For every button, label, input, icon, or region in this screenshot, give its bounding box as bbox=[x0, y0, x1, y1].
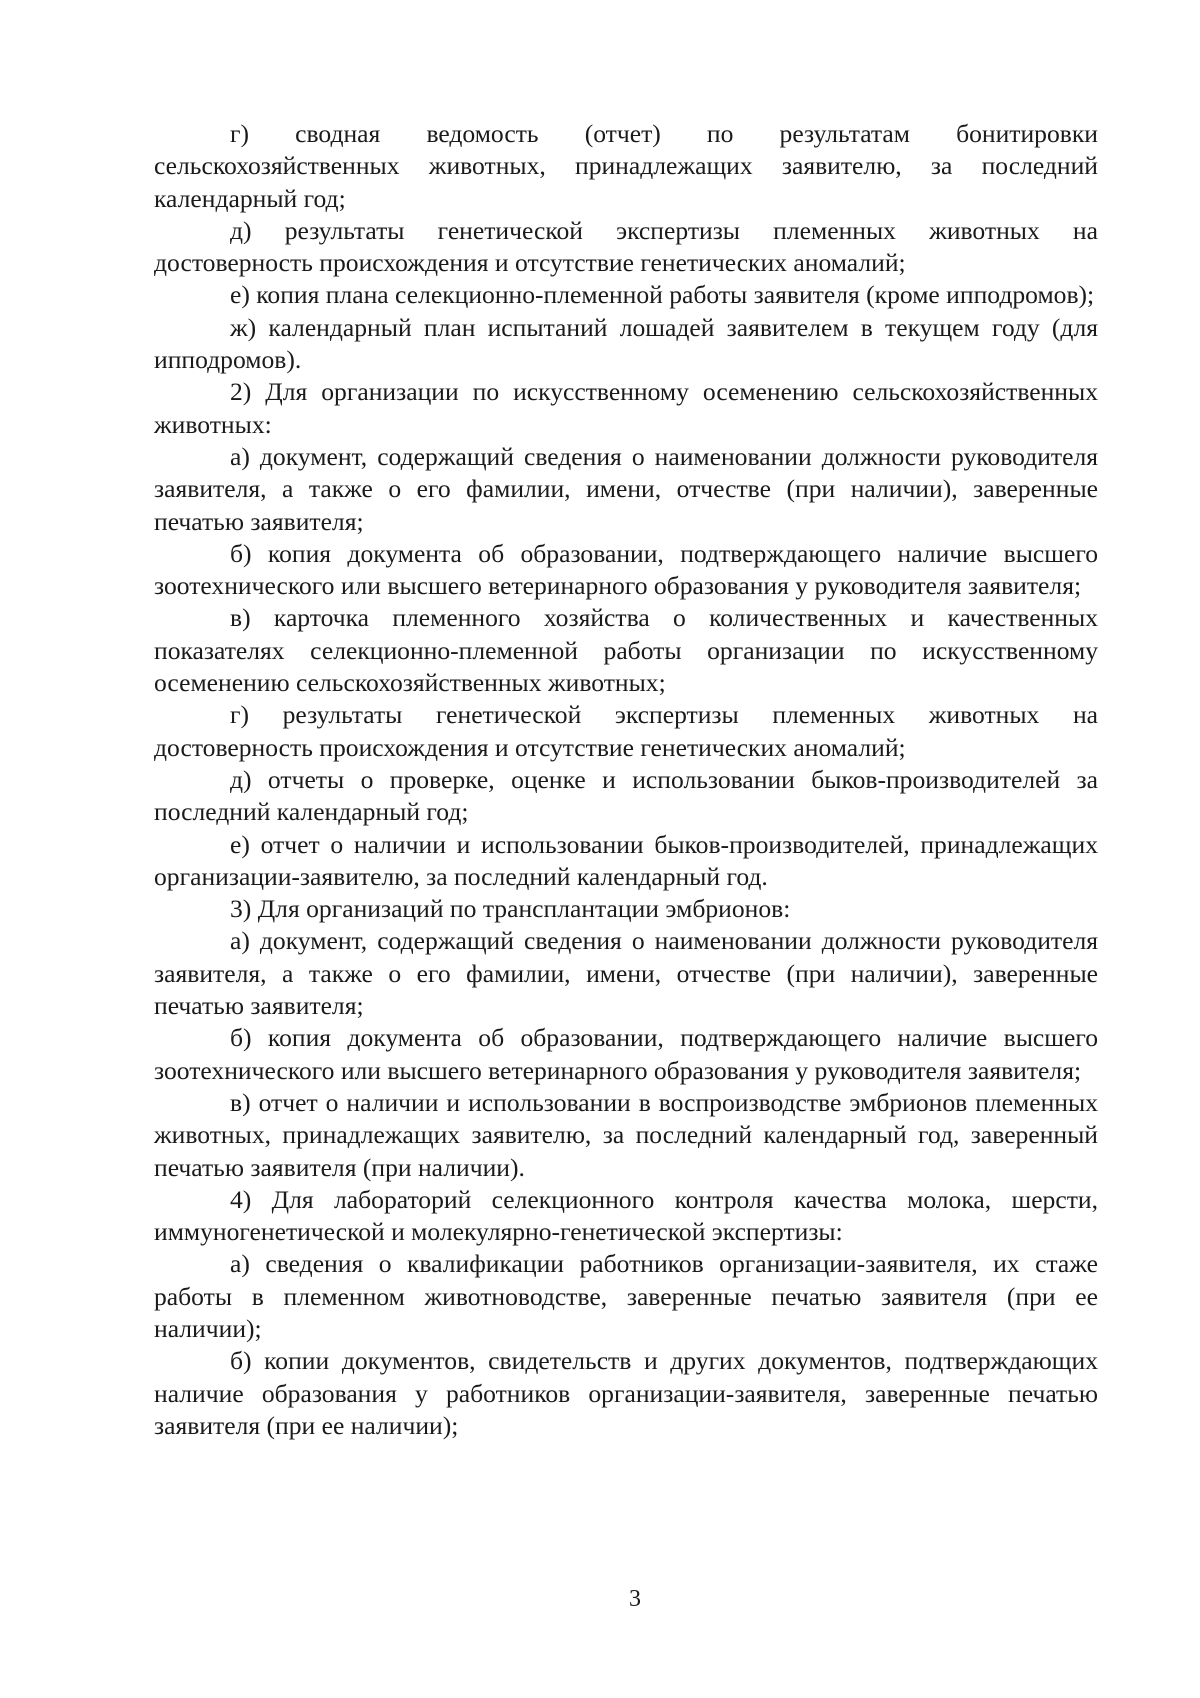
page-number: 3 bbox=[629, 1586, 641, 1612]
paragraph-b-education-copy: б) копия документа об образовании, подтверждающего наличие высшего зоотехнического или высшего ветеринарного образования у руководителя заявителя; bbox=[154, 538, 1098, 601]
section-4-heading: 4) Для лабораторий селекционного контроля качества молока, шерсти, иммуногенетической и молекулярно-генетической экспертизы: bbox=[154, 1184, 1098, 1247]
paragraph-e-breeding-plan-copy: е) копия плана селекционно-племенной работы заявителя (кроме ипподромов); bbox=[230, 280, 1095, 310]
paragraph-b-staff-education-copies: б) копии документов, свидетельств и других документов, подтверждающих наличие образования у работников организации-заявителя, заверенные печатью заявителя (при ее наличии); bbox=[154, 1346, 1098, 1440]
section-2-heading: 2) Для организации по искусственному осеменению сельскохозяйственных животных: bbox=[154, 377, 1098, 439]
paragraph-g-genetic-expertise: г) результаты генетической экспертизы племенных животных на достоверность происхождения и отсутствие генетических аномалий; bbox=[154, 700, 1098, 762]
paragraph-a-head-document: а) документ, содержащий сведения о наименовании должности руководителя заявителя, а также о его фамилии, имени, отчестве (при наличии), заверенные печатью заявителя; bbox=[154, 441, 1098, 536]
paragraph-zh-horse-test-plan: ж) календарный план испытаний лошадей заявителем в текущем году (для ипподромов). bbox=[154, 312, 1098, 375]
paragraph-v-embryo-report: в) отчет о наличии и использовании в воспроизводстве эмбрионов племенных животных, принадлежащих заявителю, за последний календарный год, заверенный печатью заявителя (при наличии). bbox=[154, 1087, 1098, 1182]
paragraph-a-staff-qualification: а) сведения о квалификации работников организации-заявителя, их стаже работы в племенном животноводстве, заверенные печатью заявителя (при ее наличии); bbox=[154, 1249, 1098, 1343]
paragraph-v-farm-card: в) карточка племенного хозяйства о количественных и качественных показателях селекционно-племенной работы организации по искусственному осеменению сельскохозяйственных животных; bbox=[154, 603, 1098, 698]
document-body bbox=[154, 118, 1098, 1442]
paragraph-e-bull-usage-report: е) отчет о наличии и использовании быков-производителей, принадлежащих организации-заявителю, за последний календарный год. bbox=[154, 829, 1098, 891]
paragraph-g-summary-report: г) сводная ведомость (отчет) по результатам бонитировки сельскохозяйственных животных, принадлежащих заявителю, за последний календарный год; bbox=[154, 119, 1098, 213]
paragraph-d-genetic-expertise: д) результаты генетической экспертизы племенных животных на достоверность происхождения и отсутствие генетических аномалий; bbox=[154, 215, 1098, 278]
section-3-heading: 3) Для организаций по трансплантации эмбрионов: bbox=[230, 894, 791, 924]
paragraph-a-head-document-2: а) документ, содержащий сведения о наименовании должности руководителя заявителя, а также о его фамилии, имени, отчестве (при наличии), заверенные печатью заявителя; bbox=[154, 926, 1098, 1021]
paragraph-d-bull-reports: д) отчеты о проверке, оценке и использовании быков-производителей за последний календарный год; bbox=[154, 764, 1098, 827]
paragraph-b-education-copy-2: б) копия документа об образовании, подтверждающего наличие высшего зоотехнического или высшего ветеринарного образования у руководителя заявителя; bbox=[154, 1023, 1098, 1085]
